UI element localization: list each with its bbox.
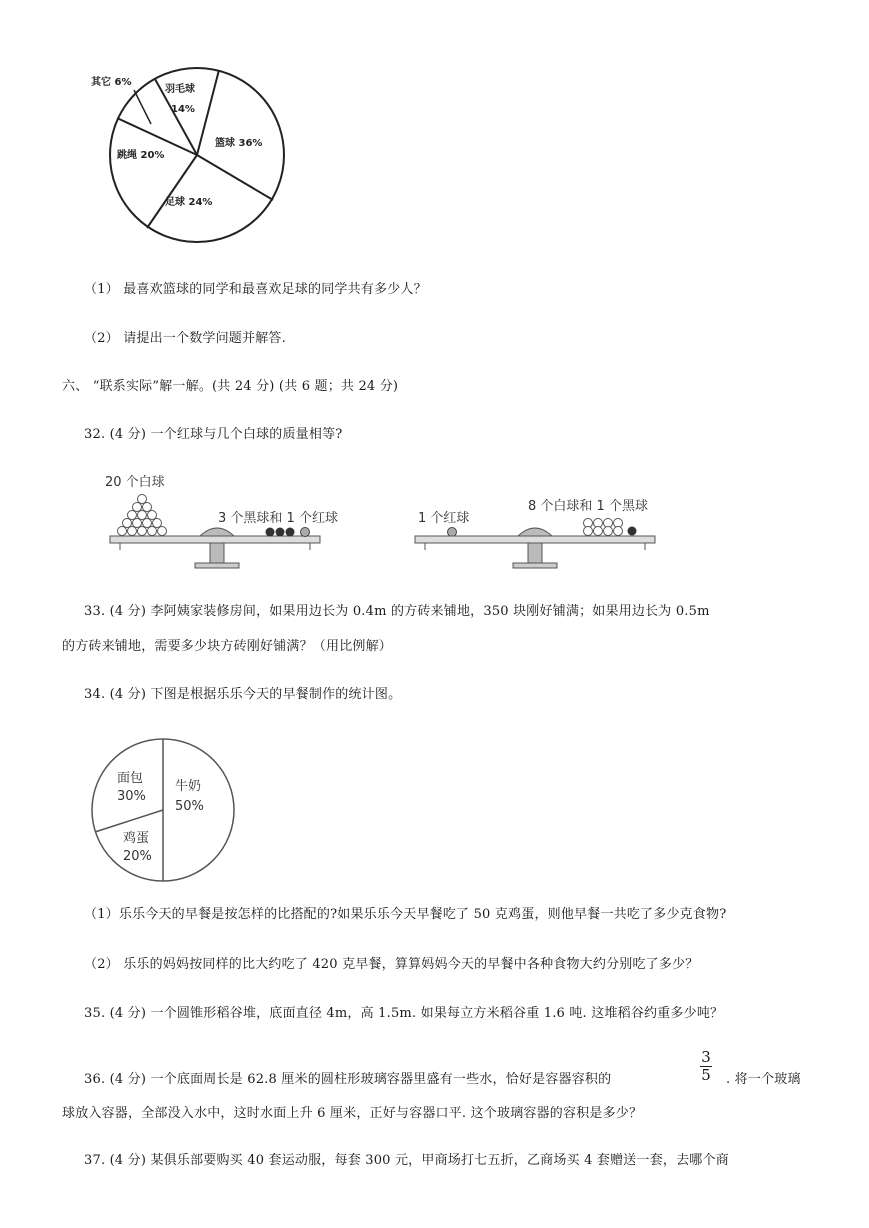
question-36-line1b: . 将一个玻璃 — [726, 1072, 801, 1087]
question-37: 37. (4 分) 某俱乐部要购买 40 套运动服，每套 300 元，甲商场打七五折，乙商场买 4 套赠送一套，去哪个商 — [84, 1153, 729, 1168]
pie1-leader — [134, 90, 151, 124]
left-scale-base — [195, 563, 239, 568]
left-scale-beam — [110, 536, 320, 543]
pie2-label-milk: 牛奶 — [175, 779, 202, 794]
question-36-line2: 球放入容器，全部没入水中，这时水面上升 6 厘米，正好与容器口平. 这个玻璃容器的容积是多少？ — [62, 1106, 643, 1121]
balance-scales-figure — [100, 470, 680, 575]
question-34-2: （2） 乐乐的妈妈按同样的比大约吃了 420 克早餐，算算妈妈今天的早餐中各种食物大约分别吃了多少？ — [84, 957, 699, 972]
pie1-label-other: 其它 6% — [91, 77, 132, 88]
pie2-divider-2 — [95, 810, 163, 832]
question-32: 32. (4 分) 一个红球与几个白球的质量相等? — [84, 427, 343, 442]
red-ball-right — [448, 528, 457, 537]
balance-right-label-left: 1 个红球 — [418, 511, 470, 526]
pie1-value-badminton: 14% — [171, 104, 195, 115]
red-ball — [301, 528, 310, 537]
black-balls — [266, 528, 295, 537]
white-balls-right — [584, 519, 623, 536]
black-ball-right — [628, 527, 637, 536]
balance-left-label-right: 3 个黑球和 1 个红球 — [218, 511, 338, 526]
pie2-value-egg: 20% — [123, 849, 152, 864]
question-33-line2: 的方砖来铺地，需要多少块方砖刚好铺满？（用比例解） — [62, 639, 393, 654]
question-34: 34. (4 分) 下图是根据乐乐今天的早餐制作的统计图。 — [84, 687, 402, 702]
right-scale-fulcrum — [518, 528, 552, 536]
pie2-value-milk: 50% — [175, 799, 204, 814]
fraction-three-fifths — [700, 1050, 712, 1083]
pie1-label-basketball: 篮球 36% — [215, 138, 263, 149]
pie1-label-football: 足球 24% — [165, 197, 213, 208]
fraction-denominator: 5 — [701, 1066, 711, 1084]
fraction-numerator: 3 — [701, 1048, 711, 1066]
pie2-value-bread: 30% — [117, 789, 146, 804]
pie2-label-bread: 面包 — [117, 771, 144, 786]
question-pie1-1: （1） 最喜欢篮球的同学和最喜欢足球的同学共有多少人？ — [84, 282, 427, 297]
white-ball-pyramid — [118, 495, 167, 536]
left-scale-stand — [210, 543, 224, 563]
pie1-label-rope: 跳绳 20% — [117, 150, 165, 161]
pie1-label-badminton: 羽毛球 — [165, 84, 195, 95]
right-scale-base — [513, 563, 557, 568]
pie2-label-egg: 鸡蛋 — [123, 831, 150, 846]
section-6-heading: 六、 “联系实际”解一解。(共 24 分) (共 6 题；共 24 分) — [62, 379, 399, 394]
question-35: 35. (4 分) 一个圆锥形稻谷堆，底面直径 4m，高 1.5m. 如果每立方米稻谷重 1.6 吨. 这堆稻谷约重多少吨？ — [84, 1006, 724, 1021]
right-scale-stand — [528, 543, 542, 563]
question-34-1: （1）乐乐今天的早餐是按怎样的比搭配的?如果乐乐今天早餐吃了 50 克鸡蛋，则他早餐一共吃了多少克食物? — [84, 907, 727, 922]
balance-left-label-top: 20 个白球 — [105, 475, 165, 490]
pie1-divider-3 — [147, 155, 197, 228]
right-scale-beam — [415, 536, 655, 543]
question-pie1-2: （2） 请提出一个数学问题并解答. — [84, 331, 286, 346]
question-36-line1a: 36. (4 分) 一个底面周长是 62.8 厘米的圆柱形玻璃容器里盛有一些水，恰好是容器容积的 — [84, 1072, 612, 1087]
left-scale-fulcrum — [200, 528, 234, 536]
pie1-divider-2 — [197, 155, 273, 200]
balance-right-label-right: 8 个白球和 1 个黑球 — [528, 499, 648, 514]
question-33-line1: 33. (4 分) 李阿姨家装修房间，如果用边长为 0.4m 的方砖来铺地，350 块刚好铺满；如果用边长为 0.5m — [84, 604, 710, 619]
pie-chart-breakfast — [85, 732, 245, 892]
pie-chart-sports — [85, 60, 315, 260]
